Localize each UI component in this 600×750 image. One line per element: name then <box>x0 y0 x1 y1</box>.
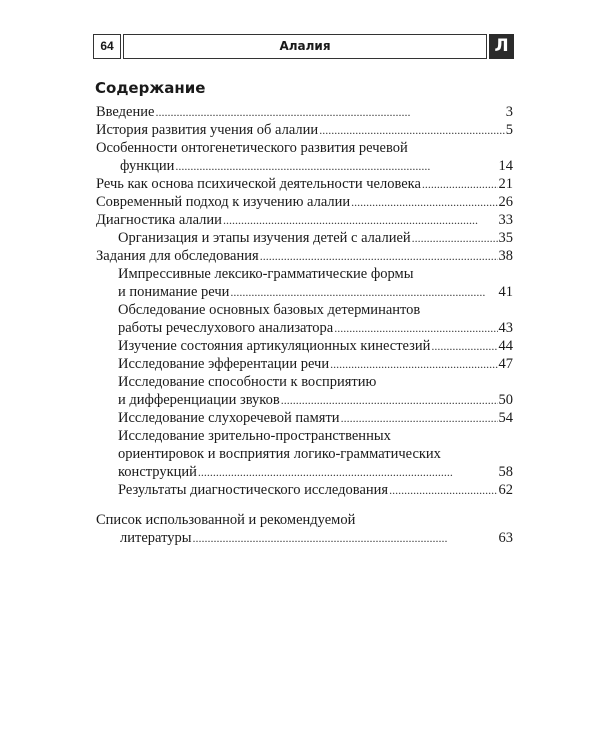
toc-entry-text-line3: конструкций <box>118 464 197 480</box>
toc-entry-page: 47 <box>498 356 513 372</box>
toc-entry-ontogenetic[interactable] <box>96 139 513 175</box>
toc-entry-text: Введение <box>96 104 155 120</box>
toc-entry-page: 41 <box>498 284 513 300</box>
toc-entry-page: 35 <box>498 230 513 246</box>
toc-entry-text-line1: Особенности онтогенетического развития речевой <box>96 140 408 156</box>
running-header <box>93 34 517 59</box>
toc-entry-history[interactable] <box>96 121 513 139</box>
toc-entry-text: Задания для обследования <box>96 248 259 264</box>
toc-entry-text-line1: Обследование основных базовых детерминантов <box>118 302 421 318</box>
toc-entry-introduction[interactable] <box>96 103 513 121</box>
toc-entry-kinesthesia[interactable] <box>96 337 513 355</box>
toc-entry-text-line1: Список использованной и рекомендуемой <box>96 512 356 528</box>
toc-entry-page: 3 <box>505 104 513 120</box>
toc-entry-page: 21 <box>498 176 513 192</box>
toc-entry-determinants[interactable] <box>96 301 513 337</box>
toc-entry-page: 38 <box>498 248 513 264</box>
toc-entry-text: Результаты диагностического исследования <box>118 482 389 498</box>
toc-entry-page: 5 <box>505 122 513 138</box>
toc-entry-organization[interactable] <box>96 229 513 247</box>
toc-entry-text-line1: Исследование способности к восприятию <box>118 374 377 390</box>
toc-entry-efferentation[interactable] <box>96 355 513 373</box>
toc-entry-page: 63 <box>498 530 513 546</box>
toc-entry-text-line2: ориентировок и восприятия логико-грамматических <box>118 446 441 462</box>
toc-entry-text: Изучение состояния артикуляционных кинестезий <box>118 338 431 354</box>
toc-entry-page: 58 <box>498 464 513 480</box>
toc-entry-text-line2: работы речеслухового анализатора <box>118 320 334 336</box>
toc-entry-modern-approach[interactable] <box>96 193 513 211</box>
toc-entry-text: Современный подход к изучению алалии <box>96 194 351 210</box>
toc-entry-bibliography[interactable] <box>96 511 513 547</box>
table-of-contents <box>96 103 513 547</box>
toc-entry-page: 43 <box>498 320 513 336</box>
toc-entry-page: 62 <box>498 482 513 498</box>
toc-entry-page: 26 <box>498 194 513 210</box>
page-title: Содержание <box>95 79 206 97</box>
toc-entry-text: История развития учения об алалии <box>96 122 319 138</box>
toc-entry-text-line1: Исследование зрительно-пространственных <box>118 428 391 444</box>
toc-entry-visual-spatial[interactable] <box>96 427 513 481</box>
toc-entry-sound-perception[interactable] <box>96 373 513 409</box>
toc-entry-text: Исследование эфферентации речи <box>118 356 330 372</box>
page-number: 64 <box>93 34 121 59</box>
toc-entry-text: Диагностика алалии <box>96 212 222 228</box>
toc-entry-auditory-memory[interactable] <box>96 409 513 427</box>
toc-entry-text-line1: Импрессивные лексико-грамматические формы <box>118 266 414 282</box>
toc-entry-text-line2: литературы <box>120 530 192 546</box>
toc-entry-text: Организация и этапы изучения детей с алалией <box>118 230 411 246</box>
toc-entry-diagnostics[interactable] <box>96 211 513 229</box>
toc-entry-speech-basis[interactable] <box>96 175 513 193</box>
toc-entry-page: 33 <box>498 212 513 228</box>
section-gap <box>96 499 513 511</box>
toc-entry-tasks[interactable] <box>96 247 513 265</box>
toc-entry-text-line2: функции <box>120 158 175 174</box>
toc-entry-text-line2: и понимание речи <box>118 284 230 300</box>
toc-entry-results[interactable] <box>96 481 513 499</box>
toc-entry-text: Исследование слухоречевой памяти <box>118 410 340 426</box>
running-title: Алалия <box>123 34 487 59</box>
toc-entry-page: 50 <box>498 392 513 408</box>
toc-entry-text-line2: и дифференциации звуков <box>118 392 280 408</box>
toc-entry-text: Речь как основа психической деятельности человека <box>96 176 421 192</box>
toc-entry-impressive-forms[interactable] <box>96 265 513 301</box>
toc-entry-page: 14 <box>498 158 513 174</box>
toc-entry-page: 54 <box>498 410 513 426</box>
toc-entry-page: 44 <box>498 338 513 354</box>
section-letter-badge: Л <box>489 34 514 59</box>
